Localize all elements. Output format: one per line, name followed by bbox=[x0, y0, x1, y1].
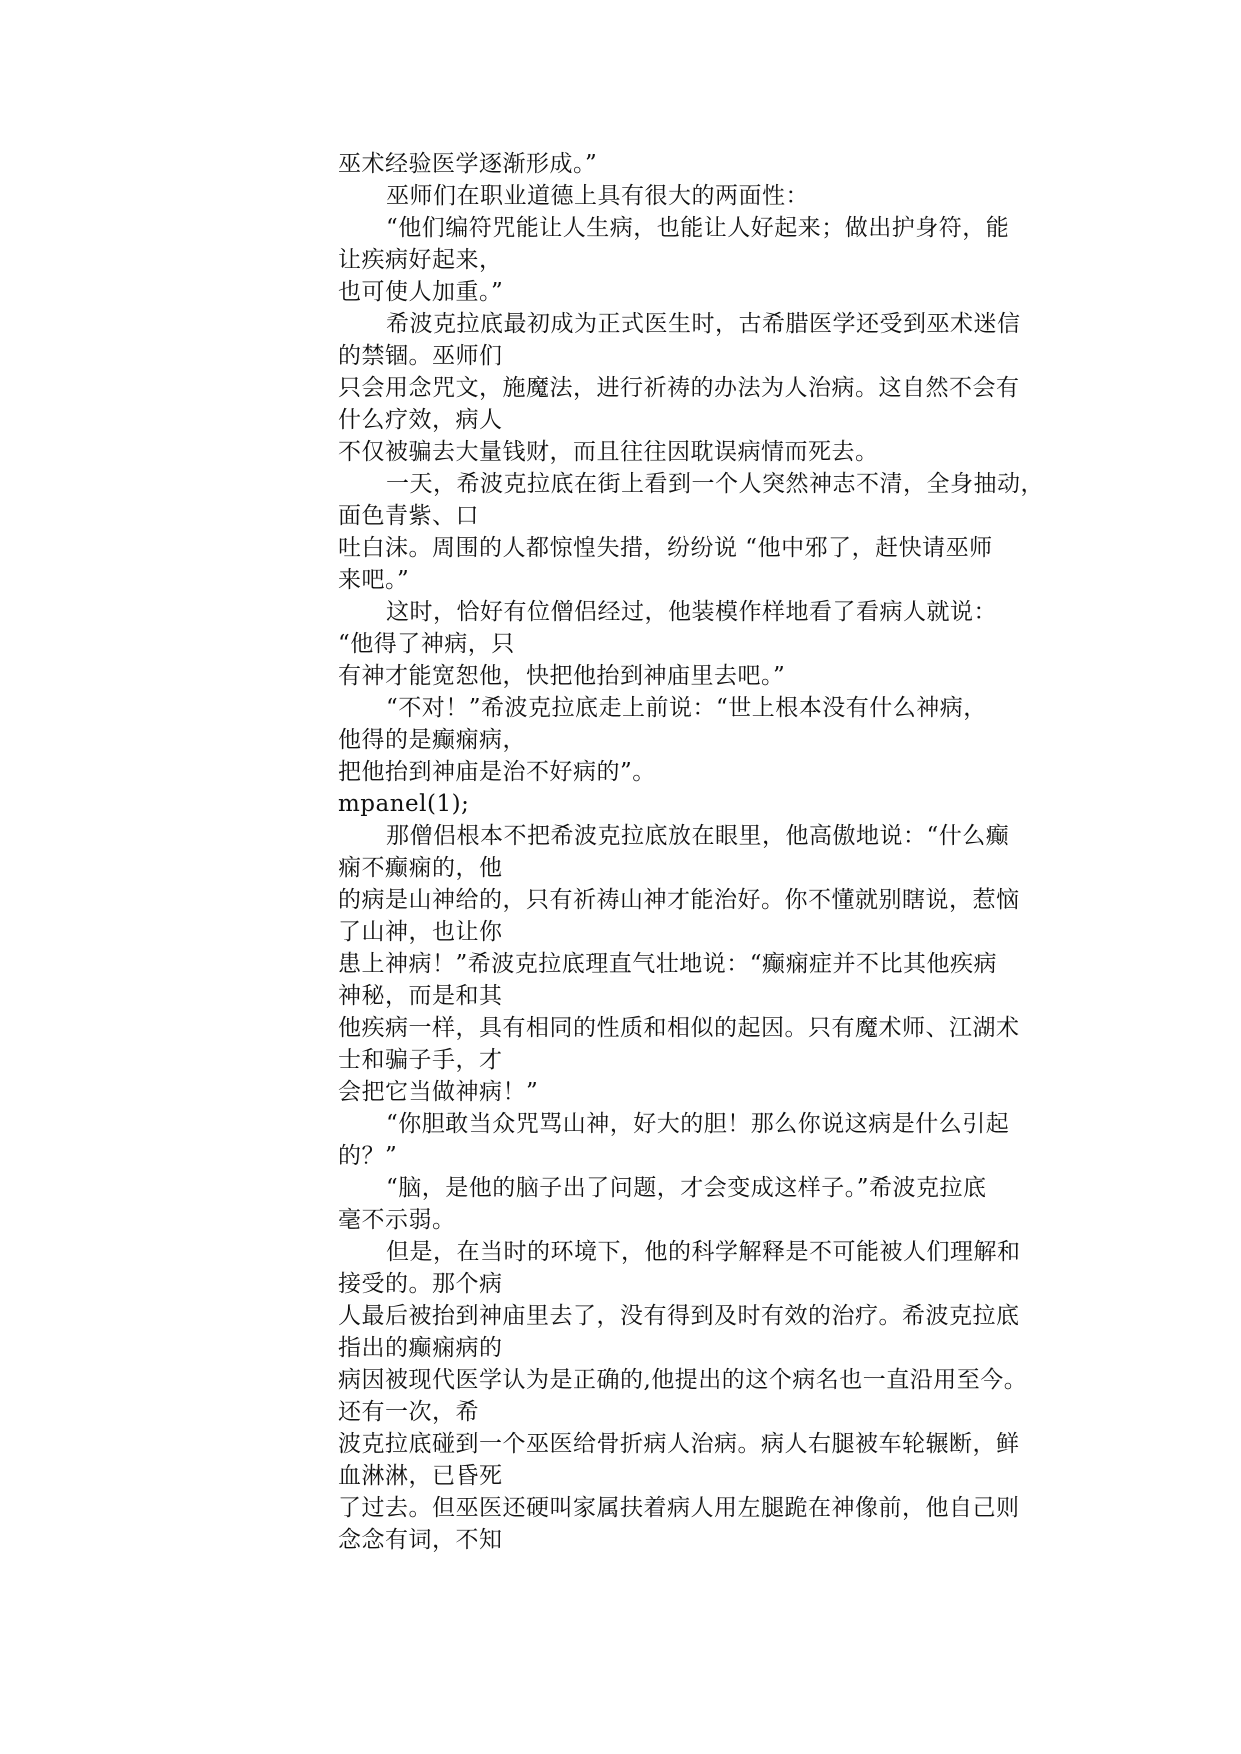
text-line: 了过去。但巫医还硬叫家属扶着病人用左腿跪在神像前，他自己则 bbox=[338, 1495, 1020, 1521]
text-line: 只会用念咒文，施魔法，进行祈祷的办法为人治病。这自然不会有 bbox=[338, 375, 1020, 401]
text-line: 波克拉底碰到一个巫医给骨折病人治病。病人右腿被车轮辗断，鲜 bbox=[338, 1431, 1020, 1457]
text-line: “你胆敢当众咒骂山神，好大的胆！那么你说这病是什么引起 bbox=[386, 1111, 1010, 1137]
text-line: 不仅被骗去大量钱财，而且往往因耽误病情而死去。 bbox=[338, 439, 879, 465]
text-line: 血淋淋，已昏死 bbox=[338, 1463, 503, 1489]
body-text bbox=[338, 148, 1098, 1556]
text-line: 让疾病好起来， bbox=[338, 247, 503, 273]
text-line: 他疾病一样，具有相同的性质和相似的起因。只有魔术师、江湖术 bbox=[338, 1015, 1020, 1041]
text-line: 把他抬到神庙是治不好病的”。 bbox=[338, 759, 656, 785]
text-line: 患上神病！”希波克拉底理直气壮地说：“癫痫症并不比其他疾病 bbox=[338, 951, 998, 977]
text-line: 会把它当做神病！” bbox=[338, 1079, 539, 1105]
text-line: 面色青紫、口 bbox=[338, 503, 479, 529]
text-line: 的？” bbox=[338, 1143, 398, 1169]
text-line: 了山神，也让你 bbox=[338, 919, 503, 945]
text-line: “不对！”希波克拉底走上前说：“世上根本没有什么神病， bbox=[386, 695, 987, 721]
text-line: 的禁锢。巫师们 bbox=[338, 343, 503, 369]
text-line: 什么疗效，病人 bbox=[338, 407, 503, 433]
text-line: 吐白沫。周围的人都惊惶失措，纷纷说 “他中邪了，赶快请巫师 bbox=[338, 535, 993, 561]
text-line: 痫不癫痫的，他 bbox=[338, 855, 503, 881]
text-line: 有神才能宽恕他，快把他抬到神庙里去吧。” bbox=[338, 663, 786, 689]
text-line: 巫术经验医学逐渐形成。” bbox=[338, 151, 598, 177]
text-line: “他得了神病，只 bbox=[338, 631, 515, 657]
text-line: 神秘，而是和其 bbox=[338, 983, 503, 1009]
text-line: 的病是山神给的，只有祈祷山神才能治好。你不懂就别瞎说，惹恼 bbox=[338, 887, 1020, 913]
text-line: 病因被现代医学认为是正确的,他提出的这个病名也一直沿用至今。 bbox=[338, 1367, 1028, 1393]
text-line: 毫不示弱。 bbox=[338, 1207, 456, 1233]
text-line: 希波克拉底最初成为正式医生时，古希腊医学还受到巫术迷信 bbox=[386, 311, 1021, 337]
text-line: 还有一次，希 bbox=[338, 1399, 479, 1425]
text-line: 来吧。” bbox=[338, 567, 410, 593]
text-line: 这时，恰好有位僧侣经过，他装模作样地看了看病人就说： bbox=[386, 599, 997, 625]
text-line: 也可使人加重。” bbox=[338, 279, 504, 305]
text-line: 一天，希波克拉底在街上看到一个人突然神志不清，全身抽动， bbox=[386, 471, 1044, 497]
text-line: 那僧侣根本不把希波克拉底放在眼里，他高傲地说：“什么癫 bbox=[386, 823, 1010, 849]
text-line: 巫师们在职业道德上具有很大的两面性： bbox=[386, 183, 809, 209]
text-line: 接受的。那个病 bbox=[338, 1271, 503, 1297]
text-line: 指出的癫痫病的 bbox=[338, 1335, 503, 1361]
text-line: 他得的是癫痫病， bbox=[338, 727, 526, 753]
text-line: mpanel(1); bbox=[338, 791, 470, 817]
text-line: “脑，是他的脑子出了问题，才会变成这样子。”希波克拉底 bbox=[386, 1175, 987, 1201]
text-line: 念念有词，不知 bbox=[338, 1527, 503, 1553]
text-line: “他们编符咒能让人生病，也能让人好起来；做出护身符，能 bbox=[386, 215, 1010, 241]
text-line: 人最后被抬到神庙里去了，没有得到及时有效的治疗。希波克拉底 bbox=[338, 1303, 1020, 1329]
text-line: 士和骗子手，才 bbox=[338, 1047, 503, 1073]
text-line: 但是，在当时的环境下，他的科学解释是不可能被人们理解和 bbox=[386, 1239, 1021, 1265]
